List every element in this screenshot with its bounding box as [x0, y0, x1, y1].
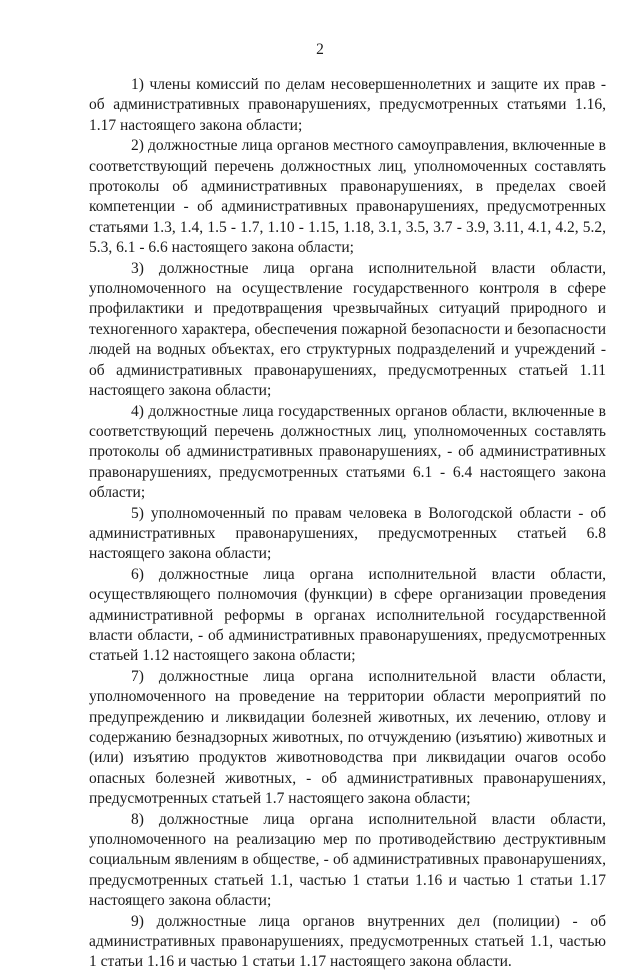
list-item-4: 4) должностные лица государственных органов области, включенные в соответствующий перечень должностных лиц, уполномоченных составлять протоколы об административных правонарушениях, - об административных правонарушениях, предусмотренных статьями 6.1 - 6.4 настоящего закона области; [89, 402, 606, 502]
list-item-8: 8) должностные лица органа исполнительной власти области, уполномоченного на реализацию мер по противодействию деструктивным социальным явлениям в обществе, - об административных правонарушениях, предусмотренных статьей 1.1, частью 1 статьи 1.16 и частью 1 статьи 1.17 настоящего закона области; [89, 810, 606, 910]
list-item-7: 7) должностные лица органа исполнительной власти области, уполномоченного на проведение на территории области мероприятий по предупреждению и ликвидации болезней животных, их лечению, отлову и содержанию безнадзорных животных, по отчуждению (изъятию) животных и (или) изъятию продуктов животноводства при ликвидации очагов особо опасных болезней животных, - об административных правонарушениях, предусмотренных статьей 1.7 настоящего закона области; [89, 667, 606, 808]
page-number: 2 [316, 41, 324, 58]
list-item-2: 2) должностные лица органов местного самоуправления, включенные в соответствующий перечень должностных лиц, уполномоченных составлять протоколы об административных правонарушениях, в пределах своей компетенции - об административных правонарушениях, предусмотренных статьями 1.3, 1.4, 1.5 - 1.7, 1.10 - 1.15, 1.18, 3.1, 3.5, 3.7 - 3.9, 3.11, 4.1, 4.2, 5.2, 5.3, 6.1 - 6.6 настоящего закона области; [89, 137, 606, 257]
document-body [89, 75, 606, 973]
list-item-9: 9) должностные лица органов внутренних дел (полиции) - об административных правонарушениях, предусмотренных статьей 1.1, частью 1 статьи 1.16 и частью 1 статьи 1.17 настоящего закона области. [89, 912, 606, 971]
list-item-3: 3) должностные лица органа исполнительной власти области, уполномоченного на осуществление государственного контроля в сфере профилактики и предотвращения чрезвычайных ситуаций природного и техногенного характера, обеспечения пожарной безопасности и безопасности людей на водных объектах, его структурных подразделений и учреждений - об административных правонарушениях, предусмотренных статьей 1.11 настоящего закона области; [89, 259, 606, 400]
list-item-1: 1) члены комиссий по делам несовершеннолетних и защите их прав - об административных правонарушениях, предусмотренных статьями 1.16, 1.17 настоящего закона области; [89, 76, 606, 134]
list-item-5: 5) уполномоченный по правам человека в Вологодской области - об административных правонарушениях, предусмотренных статьей 6.8 настоящего закона области; [89, 504, 606, 563]
list-item-6: 6) должностные лица органа исполнительной власти области, осуществляющего полномочия (функции) в сфере организации проведения административной реформы в органах исполнительной государственной власти области, - об административных правонарушениях, предусмотренных статьей 1.12 настоящего закона области; [89, 565, 606, 665]
